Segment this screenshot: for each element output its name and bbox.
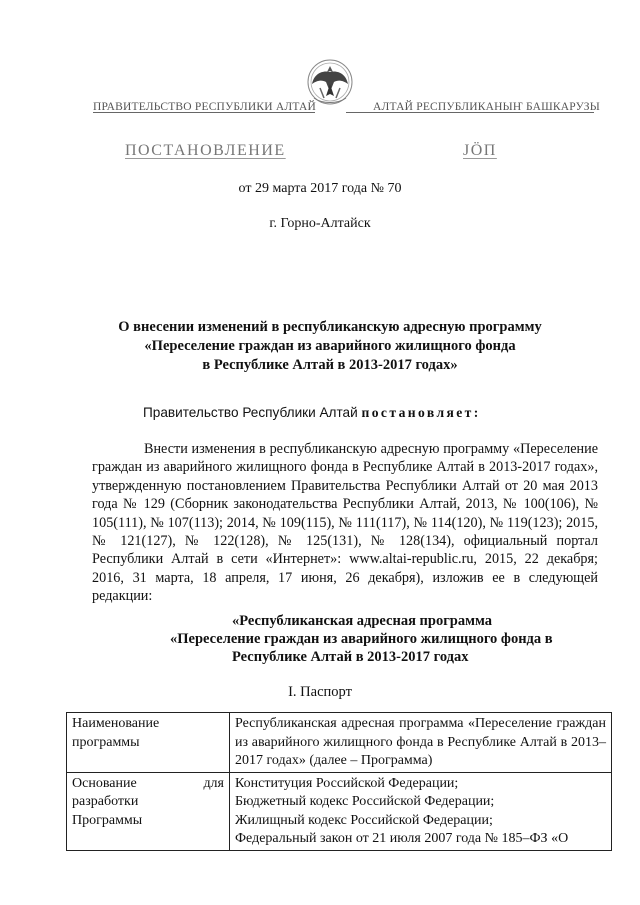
label-line (72, 775, 224, 794)
passport-table (66, 712, 612, 851)
header-right-org: АЛТАЙ РЕСПУБЛИКАНЫҤ БАШКАРУЗЫ (373, 101, 600, 113)
doc-type-altai: JÖП (463, 142, 497, 159)
header-right-line (346, 112, 594, 113)
header-left-line (93, 112, 315, 113)
preamble-text: Правительство Республики Алтай (143, 405, 358, 420)
value-line: Федеральный закон от 21 июля 2007 года № 185–ФЗ «О (235, 831, 569, 846)
value-line: Жилищный кодекс Российской Федерации; (235, 812, 493, 828)
value-line: Конституция Российской Федерации; (235, 775, 459, 791)
table-cell-label (67, 713, 230, 773)
date-line: от 29 марта 2017 года № 70 (238, 181, 402, 196)
body-paragraph: Внести изменения в республиканскую адресную программу «Переселение граждан из аварийного жилищного фонда в Республике Алтай в 2013-2017 годах», утвержденную постановлением Правительства Республики Алтай от 20 мая 2013 года № 129 (Сборник законодательства Республики Алтай, 2013, № 100(106), № 105(111), № 107(113); 2014, № 109(115), № 111(117), № 114(120), № 119(123); 2015, № 121(127), № 122(128), № 125(131), № 128(134), официальный портал Республики Алтай в сети «Интернет»: www.altai-republic.ru, 2015, 22 декабря; 2016, 31 марта, 18 апреля, 17 июня, 26 декабря), изложив ее в следующей редакции: (92, 441, 598, 605)
label-line: разработки (72, 794, 139, 809)
label-word: Основание (72, 775, 137, 791)
header-left-org: ПРАВИТЕЛЬСТВО РЕСПУБЛИКИ АЛТАЙ (93, 101, 317, 113)
value-line: Бюджетный кодекс Российской Федерации; (235, 794, 495, 809)
program-title-line: «Республиканская адресная программа (232, 613, 493, 629)
document-title (80, 318, 580, 375)
city-line: г. Горно-Алтайск (269, 216, 371, 231)
table-cell-value (230, 713, 612, 773)
label-word: для (203, 775, 224, 791)
program-title-line: «Переселение граждан из аварийного жилищного фонда в (170, 631, 553, 647)
value-line: Республиканская адресная программа «Переселение граждан из аварийного жилищного фонда в Республике Алтай в 2013–2017 годах» (далее – Программа) (235, 716, 606, 768)
label-line: программы (72, 734, 140, 750)
title-line: в Республике Алтай в 2013-2017 годах» (202, 357, 458, 373)
section-heading: I. Паспорт (288, 684, 352, 700)
table-cell-label (67, 772, 230, 850)
table-row (67, 772, 612, 850)
table-row (67, 713, 612, 773)
program-title (170, 612, 560, 666)
table-cell-value (230, 772, 612, 850)
preamble-keyword: постановляет: (361, 405, 481, 420)
label-line: Программы (72, 812, 143, 828)
title-line: «Переселение граждан из аварийного жилищного фонда (144, 338, 516, 354)
title-line: О внесении изменений в республиканскую адресную программу (118, 319, 542, 335)
doc-type-russian: ПОСТАНОВЛЕНИЕ (125, 142, 286, 159)
label-line: Наименование (72, 716, 160, 731)
preamble (143, 405, 481, 421)
program-title-line: Республике Алтай в 2013-2017 годах (232, 649, 469, 665)
